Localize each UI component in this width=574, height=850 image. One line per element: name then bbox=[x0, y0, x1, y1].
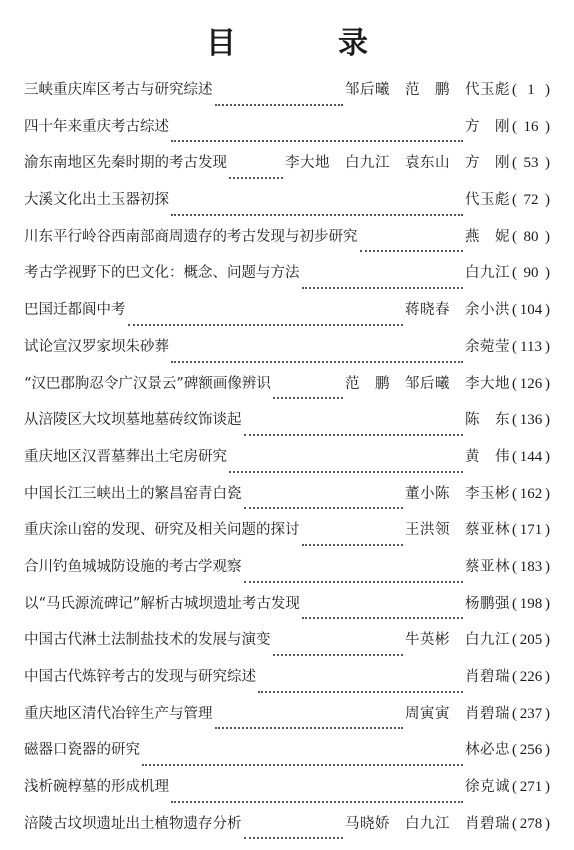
dot-leader bbox=[302, 287, 464, 289]
entry-page-number: ( 144 ) bbox=[512, 448, 550, 465]
toc-entry[interactable] bbox=[24, 484, 550, 521]
entry-authors: 范 鹏 邹后曦 李大地 bbox=[345, 375, 510, 392]
page-number: 226 bbox=[519, 669, 543, 685]
entry-authors: 李大地 白九江 袁东山 方 刚 bbox=[285, 155, 510, 172]
page-number: 256 bbox=[519, 742, 543, 759]
entry-page-number: ( 183 ) bbox=[512, 558, 550, 575]
entry-title: 试论宣汉罗家坝朱砂葬 bbox=[24, 338, 169, 355]
page-number: 126 bbox=[519, 375, 543, 392]
entry-title: 三峡重庆库区考古与研究综述 bbox=[24, 82, 213, 98]
entry-page-number: ( 136 ) bbox=[512, 412, 550, 429]
entry-authors: 代玉彪 bbox=[465, 192, 510, 209]
page-number: 271 bbox=[519, 779, 543, 796]
entry-authors: 董小陈 李玉彬 bbox=[405, 485, 510, 502]
entry-page-number: ( 278 ) bbox=[512, 815, 550, 832]
dot-leader bbox=[302, 544, 404, 546]
entry-authors: 牛英彬 白九江 bbox=[405, 632, 510, 649]
entry-authors: 徐克诚 bbox=[465, 779, 510, 796]
page-number: 198 bbox=[519, 595, 543, 612]
dot-leader bbox=[244, 507, 404, 509]
entry-authors: 余菀莹 bbox=[465, 338, 510, 355]
entry-page-number: ( 226 ) bbox=[512, 669, 550, 685]
toc-entry[interactable] bbox=[24, 740, 550, 777]
page-number: 162 bbox=[519, 485, 543, 502]
entry-title: 考古学视野下的巴文化：概念、问题与方法 bbox=[24, 265, 300, 282]
toc-entry[interactable] bbox=[24, 337, 550, 374]
entry-title: 中国古代淋土法制盐技术的发展与演变 bbox=[24, 632, 271, 649]
entry-page-number: ( 162 ) bbox=[512, 485, 550, 502]
entry-page-number: ( 171 ) bbox=[512, 522, 550, 539]
entry-page-number: ( 72 ) bbox=[512, 192, 550, 209]
dot-leader bbox=[273, 397, 343, 399]
entry-title: 大溪文化出土玉器初探 bbox=[24, 192, 169, 209]
entry-page-number: ( 16 ) bbox=[512, 118, 550, 135]
toc-entry[interactable] bbox=[24, 814, 550, 850]
entry-page-number: ( 104 ) bbox=[512, 302, 550, 319]
toc-entry[interactable] bbox=[24, 300, 550, 337]
entry-title: 中国古代炼锌考古的发现与研究综述 bbox=[24, 669, 256, 685]
page-number: 171 bbox=[519, 522, 543, 539]
page-number: 237 bbox=[519, 705, 543, 722]
dot-leader bbox=[244, 837, 344, 839]
toc-entry[interactable] bbox=[24, 117, 550, 154]
entry-authors: 杨鹏强 bbox=[465, 595, 510, 612]
entry-title: 重庆地区清代冶锌生产与管理 bbox=[24, 705, 213, 722]
entry-title: 以“马氏源流碑记”解析古城坝遗址考古发现 bbox=[24, 595, 300, 612]
entry-title: 合川钓鱼城城防设施的考古学观察 bbox=[24, 558, 242, 575]
entry-page-number: ( 90 ) bbox=[512, 265, 550, 282]
entry-title: 磁器口瓷器的研究 bbox=[24, 742, 140, 759]
entry-page-number: ( 53 ) bbox=[512, 155, 550, 172]
dot-leader bbox=[273, 654, 404, 656]
dot-leader bbox=[171, 361, 463, 363]
entry-authors: 林必忠 bbox=[465, 742, 510, 759]
toc-entry[interactable] bbox=[24, 153, 550, 190]
table-of-contents bbox=[24, 80, 550, 850]
entry-title: 浅析碗椁墓的形成机理 bbox=[24, 779, 169, 796]
toc-entry[interactable] bbox=[24, 594, 550, 631]
entry-authors: 邹后曦 范 鹏 代玉彪 bbox=[345, 82, 510, 98]
toc-entry[interactable] bbox=[24, 704, 550, 741]
entry-authors: 马晓娇 白九江 肖碧瑞 bbox=[345, 815, 510, 832]
entry-authors: 肖碧瑞 bbox=[465, 669, 510, 685]
dot-leader bbox=[171, 140, 463, 142]
entry-page-number: ( 113 ) bbox=[512, 338, 550, 355]
entry-title: 中国长江三峡出土的繁昌窑青白瓷 bbox=[24, 485, 242, 502]
page-number: 104 bbox=[519, 302, 543, 319]
entry-title: 从涪陵区大坟坝墓地墓砖纹饰谈起 bbox=[24, 412, 242, 429]
toc-entry[interactable] bbox=[24, 227, 550, 264]
toc-entry[interactable] bbox=[24, 777, 550, 814]
dot-leader bbox=[244, 581, 464, 583]
dot-leader bbox=[258, 691, 463, 693]
page-number: 90 bbox=[523, 265, 539, 282]
entry-page-number: ( 1 ) bbox=[512, 82, 550, 98]
page-number: 144 bbox=[519, 448, 543, 465]
toc-entry[interactable] bbox=[24, 630, 550, 667]
dot-leader bbox=[229, 471, 463, 473]
toc-entry[interactable] bbox=[24, 374, 550, 411]
dot-leader bbox=[171, 214, 463, 216]
entry-authors: 黄 伟 bbox=[465, 448, 510, 465]
toc-entry[interactable] bbox=[24, 447, 550, 484]
dot-leader bbox=[360, 250, 464, 252]
page-number: 205 bbox=[519, 632, 543, 649]
dot-leader bbox=[229, 177, 283, 179]
page-number: 183 bbox=[519, 558, 543, 575]
entry-title: 川东平行岭谷西南部商周遗存的考古发现与初步研究 bbox=[24, 228, 358, 245]
toc-entry[interactable] bbox=[24, 190, 550, 227]
entry-authors: 蒋晓春 余小洪 bbox=[405, 302, 510, 319]
dot-leader bbox=[215, 727, 404, 729]
entry-title: 巴国迁都阆中考 bbox=[24, 302, 126, 319]
dot-leader bbox=[142, 764, 463, 766]
entry-authors: 王洪领 蔡亚林 bbox=[405, 522, 510, 539]
dot-leader bbox=[128, 324, 404, 326]
entry-page-number: ( 205 ) bbox=[512, 632, 550, 649]
page-number: 80 bbox=[523, 228, 539, 245]
page-number: 53 bbox=[523, 155, 539, 172]
dot-leader bbox=[215, 104, 344, 106]
entry-page-number: ( 198 ) bbox=[512, 595, 550, 612]
dot-leader bbox=[244, 434, 464, 436]
entry-page-number: ( 271 ) bbox=[512, 779, 550, 796]
entry-title: 涪陵古坟坝遗址出土植物遗存分析 bbox=[24, 815, 242, 832]
toc-entry[interactable] bbox=[24, 520, 550, 557]
entry-authors: 蔡亚林 bbox=[465, 558, 510, 575]
page-number: 136 bbox=[519, 412, 543, 429]
entry-authors: 白九江 bbox=[465, 265, 510, 282]
dot-leader bbox=[302, 617, 463, 619]
page-number: 1 bbox=[527, 82, 535, 98]
page-number: 278 bbox=[519, 815, 543, 832]
toc-entry[interactable] bbox=[24, 410, 550, 447]
entry-title: “汉巴郡朐忍令广汉景云”碑额画像辨识 bbox=[24, 375, 271, 392]
entry-title: 四十年来重庆考古综述 bbox=[24, 118, 169, 135]
entry-title: 重庆地区汉晋墓葬出土宅房研究 bbox=[24, 448, 227, 465]
entry-authors: 方 刚 bbox=[465, 118, 510, 135]
page-title: 目 录 bbox=[206, 26, 404, 61]
toc-entry[interactable] bbox=[24, 667, 550, 704]
entry-page-number: ( 126 ) bbox=[512, 375, 550, 392]
page-number: 113 bbox=[520, 338, 542, 355]
page-number: 16 bbox=[523, 118, 539, 135]
entry-page-number: ( 237 ) bbox=[512, 705, 550, 722]
entry-title: 渝东南地区先秦时期的考古发现 bbox=[24, 155, 227, 172]
page-number: 72 bbox=[523, 192, 539, 209]
toc-entry[interactable] bbox=[24, 557, 550, 594]
entry-page-number: ( 256 ) bbox=[512, 742, 550, 759]
entry-authors: 周寅寅 肖碧瑞 bbox=[405, 705, 510, 722]
toc-entry[interactable] bbox=[24, 263, 550, 300]
entry-title: 重庆涂山窑的发现、研究及相关问题的探讨 bbox=[24, 522, 300, 539]
dot-leader bbox=[171, 801, 463, 803]
entry-page-number: ( 80 ) bbox=[512, 228, 550, 245]
entry-authors: 陈 东 bbox=[465, 412, 510, 429]
toc-entry[interactable] bbox=[24, 80, 550, 117]
entry-authors: 燕 妮 bbox=[465, 228, 510, 245]
